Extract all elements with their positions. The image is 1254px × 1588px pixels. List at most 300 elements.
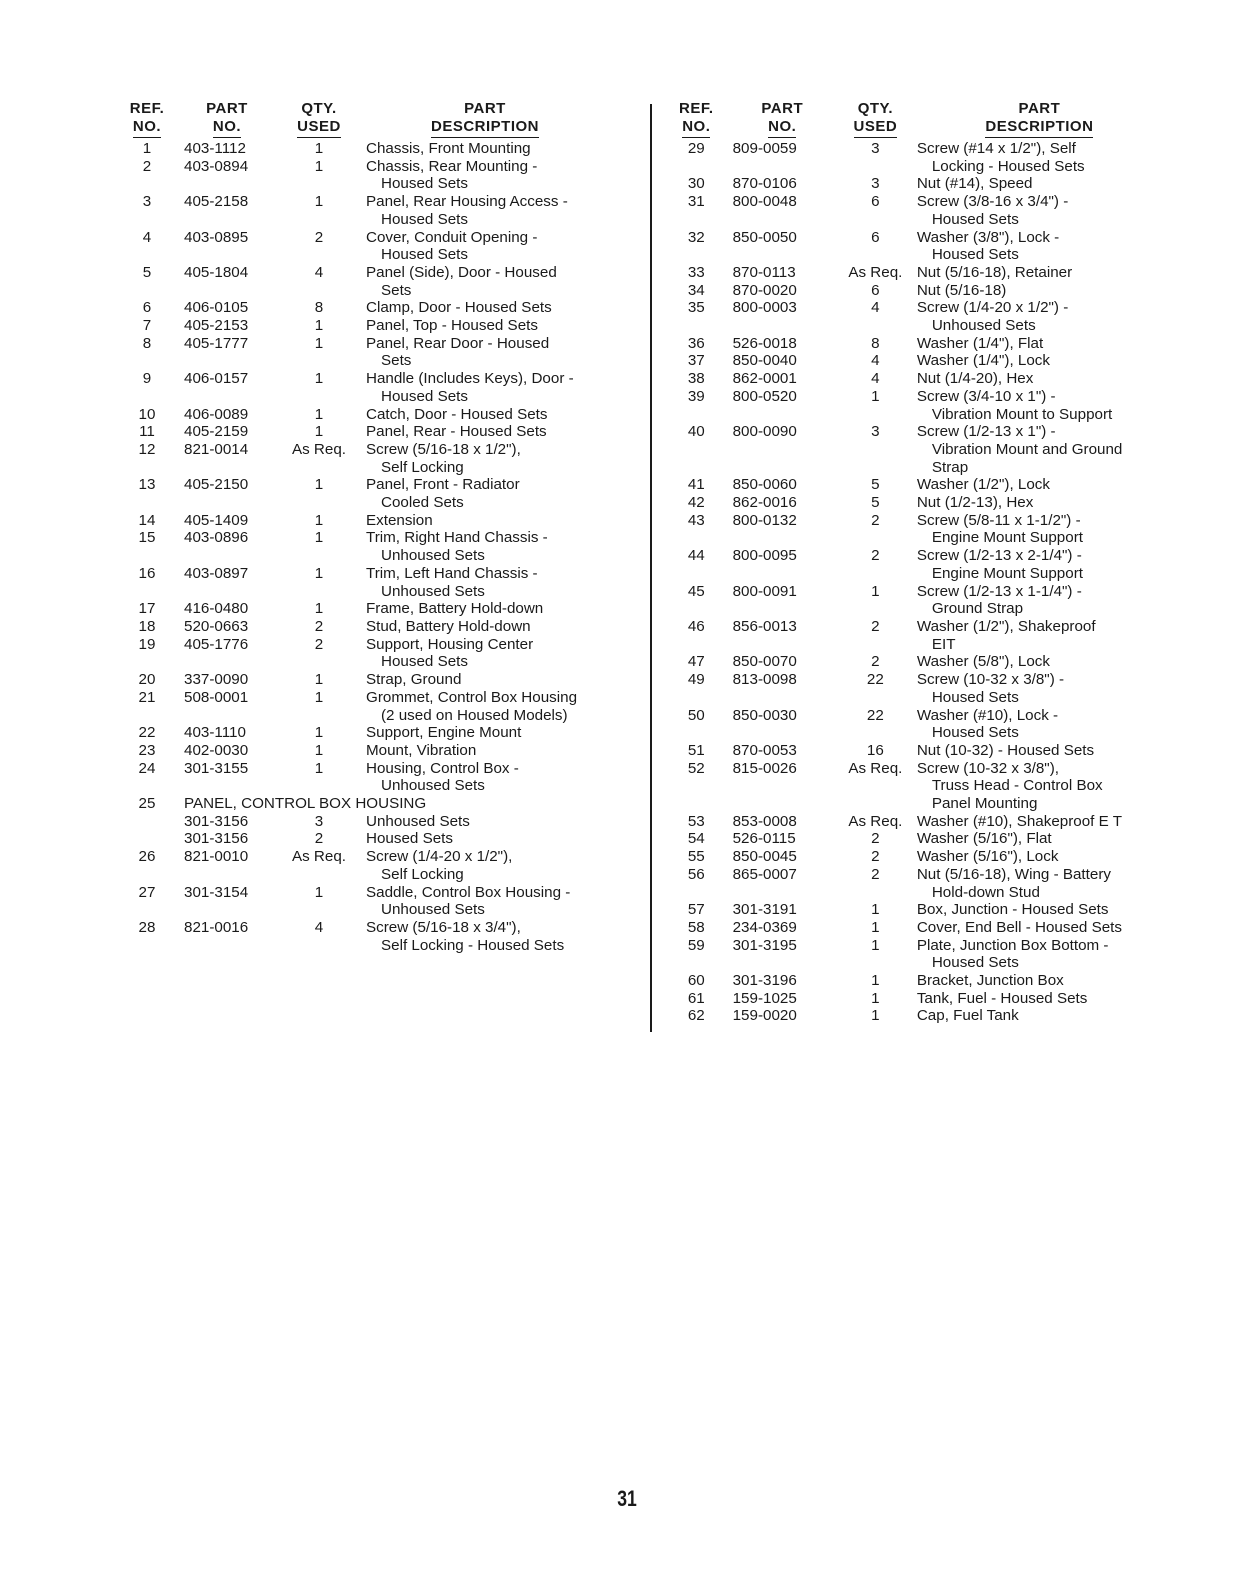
table-header	[668, 100, 1168, 140]
part-no: 405-1409	[184, 511, 249, 529]
part-no: 406-0089	[184, 405, 249, 423]
table-row	[118, 565, 610, 600]
ref-no: 15	[138, 529, 156, 547]
table-header	[118, 100, 610, 140]
part-description	[360, 636, 610, 671]
qty-used: 1	[871, 936, 880, 954]
description-line: Washer (#10), Lock -	[916, 706, 1059, 724]
part-no: 405-2158	[184, 193, 249, 211]
part-no: 821-0014	[184, 440, 249, 458]
ref-no: 52	[687, 759, 705, 777]
description-line: Saddle, Control Box Housing -	[366, 883, 571, 901]
description-line: Screw (5/8-11 x 1-1/2") -	[916, 511, 1081, 529]
description-line: Nut (#14), Speed	[916, 175, 1033, 193]
qty-used: 2	[871, 617, 880, 635]
table-row	[668, 299, 1168, 334]
ref-no: 33	[687, 263, 705, 281]
table-row	[118, 689, 610, 724]
description-line: Handle (Includes Keys), Door -	[366, 370, 574, 388]
description-line: Support, Housing Center	[366, 635, 534, 653]
part-description	[911, 813, 1168, 831]
parts-table-right	[668, 100, 1168, 1025]
part-description	[911, 282, 1168, 300]
part-no: 405-1804	[184, 263, 249, 281]
description-line: Screw (1/2-13 x 2-1/4") -	[916, 547, 1082, 565]
part-description	[911, 193, 1168, 228]
qty-used: As Req.	[848, 812, 903, 830]
description-line: Screw (3/4-10 x 1") -	[916, 387, 1056, 405]
qty-used: 1	[871, 918, 880, 936]
ref-no: 25	[138, 795, 156, 813]
description-line: Washer (1/4"), Flat	[916, 334, 1044, 352]
ref-no: 35	[687, 299, 705, 317]
qty-used: 2	[871, 547, 880, 565]
part-no: 800-0091	[732, 582, 797, 600]
parts-list-right	[668, 100, 1168, 1025]
ref-no: 18	[138, 617, 156, 635]
ref-no: 37	[687, 352, 705, 370]
description-continuation: Housed Sets	[381, 653, 468, 671]
description-continuation: EIT	[931, 635, 956, 653]
part-description	[360, 813, 610, 831]
table-row	[668, 335, 1168, 353]
ref-no: 20	[138, 671, 156, 689]
qty-used: 22	[866, 671, 884, 689]
ref-no: 40	[687, 423, 705, 441]
description-line: Nut (5/16-18), Wing - Battery	[916, 865, 1111, 883]
description-line: Washer (#10), Shakeproof E T	[916, 812, 1122, 830]
header-part-no: PART NO.	[176, 100, 278, 140]
description-line: Cover, End Bell - Housed Sets	[916, 918, 1122, 936]
part-description	[360, 742, 610, 760]
qty-used: 3	[314, 812, 324, 830]
part-no: 406-0105	[184, 299, 249, 317]
qty-used: 6	[871, 228, 880, 246]
table-row	[118, 813, 610, 831]
header-description: PART DESCRIPTION	[360, 100, 610, 140]
ref-no: 59	[687, 936, 705, 954]
part-description	[360, 724, 610, 742]
part-description	[360, 529, 610, 564]
ref-no: 39	[687, 387, 705, 405]
qty-used: 1	[314, 476, 324, 494]
part-description	[911, 229, 1168, 264]
part-description	[360, 476, 610, 511]
part-no: 856-0013	[732, 617, 797, 635]
table-row	[668, 760, 1168, 813]
description-line: Trim, Left Hand Chassis -	[366, 564, 538, 582]
part-description	[360, 919, 610, 954]
part-description	[911, 919, 1168, 937]
part-no: 301-3156	[184, 812, 249, 830]
parts-rows-left	[118, 140, 610, 954]
description-line: Washer (5/8"), Lock	[916, 653, 1050, 671]
description-line: Plate, Junction Box Bottom -	[916, 936, 1109, 954]
description-continuation: Housed Sets	[381, 246, 468, 264]
part-description	[360, 158, 610, 193]
header-description: PART DESCRIPTION	[911, 100, 1168, 140]
ref-no: 17	[138, 600, 156, 618]
description-continuation: Housed Sets	[931, 246, 1019, 264]
qty-used: 2	[314, 617, 324, 635]
part-no: 159-1025	[732, 989, 797, 1007]
qty-used: 2	[871, 653, 880, 671]
ref-no: 23	[138, 741, 156, 759]
qty-used: 2	[871, 511, 880, 529]
table-row	[118, 406, 610, 424]
part-description	[911, 742, 1168, 760]
part-description	[911, 512, 1168, 547]
part-description	[911, 476, 1168, 494]
ref-no: 53	[687, 812, 705, 830]
part-no: 850-0045	[732, 848, 797, 866]
table-row	[118, 760, 610, 795]
ref-no: 26	[138, 848, 156, 866]
part-no: 870-0020	[732, 281, 797, 299]
ref-no	[118, 813, 176, 831]
qty-used: 1	[314, 423, 324, 441]
part-description	[360, 884, 610, 919]
table-row	[118, 795, 610, 813]
description-line: Panel (Side), Door - Housed	[366, 263, 557, 281]
part-no: 800-0132	[732, 511, 797, 529]
qty-used: 2	[314, 635, 324, 653]
part-description	[360, 423, 610, 441]
description-line: Tank, Fuel - Housed Sets	[916, 989, 1088, 1007]
ref-no: 55	[687, 848, 705, 866]
qty-used: 1	[871, 582, 880, 600]
ref-no: 36	[687, 334, 705, 352]
part-no: 862-0016	[732, 494, 797, 512]
ref-no: 62	[687, 1007, 705, 1025]
table-row	[118, 423, 610, 441]
table-row	[668, 423, 1168, 476]
part-no: 870-0106	[732, 175, 797, 193]
part-no: 800-0003	[732, 299, 797, 317]
qty-used: 22	[866, 706, 884, 724]
part-no: 520-0663	[184, 617, 249, 635]
qty-used: 1	[314, 317, 324, 335]
ref-no: 5	[142, 263, 152, 281]
table-row	[118, 512, 610, 530]
description-line: Nut (10-32) - Housed Sets	[916, 741, 1095, 759]
ref-no: 61	[687, 989, 705, 1007]
qty-used: 1	[871, 989, 880, 1007]
part-description	[911, 990, 1168, 1008]
part-no: 815-0026	[732, 759, 797, 777]
description-continuation: Vibration Mount to Support	[931, 405, 1113, 423]
table-row	[668, 547, 1168, 582]
table-row	[118, 724, 610, 742]
description-continuation: Housed Sets	[931, 954, 1019, 972]
part-description	[360, 512, 610, 530]
description-line: Screw (1/2-13 x 1") -	[916, 423, 1056, 441]
part-description	[911, 901, 1168, 919]
table-row	[118, 264, 610, 299]
ref-no: 60	[687, 972, 705, 990]
page-number: 31	[617, 1486, 637, 1511]
description-continuation: Housed Sets	[931, 210, 1019, 228]
part-description	[360, 760, 610, 795]
table-row	[668, 140, 1168, 175]
ref-no: 57	[687, 901, 705, 919]
description-continuation: Vibration Mount and Ground	[931, 440, 1123, 458]
part-description	[360, 229, 610, 264]
part-description	[911, 423, 1168, 476]
part-no: 526-0115	[732, 830, 796, 848]
description-line: Stud, Battery Hold-down	[366, 617, 531, 635]
qty-used: 4	[871, 352, 880, 370]
part-description	[911, 1007, 1168, 1025]
header-qty: QTY. USED	[278, 100, 360, 140]
table-row	[118, 158, 610, 193]
description-line: Washer (3/8"), Lock -	[916, 228, 1060, 246]
qty-used: As Req.	[848, 759, 903, 777]
part-description	[360, 848, 610, 883]
qty-used: 3	[871, 175, 880, 193]
part-no: 809-0059	[732, 140, 797, 157]
part-no: 403-1112	[184, 140, 246, 157]
ref-no: 27	[138, 883, 156, 901]
table-row	[668, 193, 1168, 228]
description-line: Nut (5/16-18), Retainer	[916, 263, 1073, 281]
part-description	[911, 140, 1168, 175]
table-row	[118, 229, 610, 264]
part-no: 850-0060	[732, 476, 797, 494]
header-ref: REF. NO.	[118, 100, 176, 140]
ref-no: 2	[142, 157, 152, 175]
description-line: Panel, Rear Door - Housed	[366, 334, 550, 352]
description-line: Screw (10-32 x 3/8"),	[916, 759, 1059, 777]
qty-used: 2	[871, 830, 880, 848]
part-no: 402-0030	[184, 741, 249, 759]
ref-no: 58	[687, 918, 705, 936]
part-no: 821-0016	[184, 918, 249, 936]
ref-no: 21	[138, 688, 156, 706]
part-no: 862-0001	[732, 370, 797, 388]
part-description	[911, 352, 1168, 370]
table-row	[668, 972, 1168, 990]
qty-used: 1	[314, 529, 324, 547]
qty-used: 1	[871, 972, 880, 990]
description-continuation: Engine Mount Support	[931, 529, 1083, 547]
description-line: Cap, Fuel Tank	[916, 1007, 1019, 1025]
table-row	[668, 282, 1168, 300]
parts-list-left	[118, 100, 618, 954]
part-description	[911, 618, 1168, 653]
description-continuation: Unhoused Sets	[931, 317, 1036, 335]
description-line: Box, Junction - Housed Sets	[916, 901, 1109, 919]
description-continuation: Unhoused Sets	[381, 777, 485, 795]
description-line: Washer (1/4"), Lock	[916, 352, 1050, 370]
description-continuation: Housed Sets	[381, 175, 468, 193]
part-no: 800-0090	[732, 423, 797, 441]
part-no: 850-0070	[732, 653, 797, 671]
part-no: 865-0007	[732, 865, 797, 883]
description-line: Screw (5/16-18 x 1/2"),	[366, 440, 521, 458]
qty-used: 16	[866, 741, 884, 759]
table-row	[118, 441, 610, 476]
ref-no: 11	[139, 423, 155, 441]
qty-used: 1	[314, 511, 324, 529]
part-description	[911, 707, 1168, 742]
qty-used: 5	[871, 494, 880, 512]
table-row	[668, 813, 1168, 831]
qty-used: 3	[871, 140, 880, 157]
table-row	[118, 600, 610, 618]
table-row	[118, 299, 610, 317]
part-no: 159-0020	[732, 1007, 797, 1025]
description-continuation: Housed Sets	[931, 724, 1019, 742]
table-row	[668, 866, 1168, 901]
part-description	[360, 370, 610, 405]
description-line: Catch, Door - Housed Sets	[366, 405, 548, 423]
part-no: 870-0113	[732, 263, 796, 281]
description-line: Bracket, Junction Box	[916, 972, 1064, 990]
group-heading: PANEL, CONTROL BOX HOUSING	[184, 795, 427, 813]
description-line: Panel, Top - Housed Sets	[366, 317, 538, 335]
qty-used: 1	[314, 334, 324, 352]
part-description	[911, 671, 1168, 706]
part-description	[360, 140, 610, 158]
part-no: 301-3154	[184, 883, 249, 901]
description-line: Panel, Rear - Housed Sets	[366, 423, 547, 441]
description-line: Washer (1/2"), Shakeproof	[916, 617, 1096, 635]
description-continuation: (2 used on Housed Models)	[381, 706, 568, 724]
description-continuation: Housed Sets	[381, 210, 468, 228]
description-continuation: Unhoused Sets	[381, 582, 485, 600]
table-row	[668, 671, 1168, 706]
ref-no: 47	[687, 653, 705, 671]
ref-no: 30	[687, 175, 705, 193]
ref-no: 44	[687, 547, 705, 565]
description-continuation: Self Locking	[381, 865, 464, 883]
description-line: Screw (1/4-20 x 1/2"),	[366, 848, 513, 866]
ref-no: 19	[138, 635, 156, 653]
description-line: Unhoused Sets	[366, 812, 470, 830]
part-description	[360, 830, 610, 848]
part-no: 234-0369	[732, 918, 797, 936]
header-ref: REF. NO.	[668, 100, 725, 140]
part-no: 301-3155	[184, 759, 249, 777]
part-description	[911, 972, 1168, 990]
part-no: 301-3195	[732, 936, 797, 954]
table-row	[668, 1007, 1168, 1025]
description-line: Frame, Battery Hold-down	[366, 600, 544, 618]
table-row	[118, 335, 610, 370]
ref-no: 41	[687, 476, 705, 494]
qty-used: 6	[871, 193, 880, 211]
qty-used: 1	[871, 901, 880, 919]
table-row	[668, 583, 1168, 618]
description-continuation: Housed Sets	[381, 387, 468, 405]
parts-rows-right	[668, 140, 1168, 1025]
part-no: 403-1110	[184, 724, 246, 742]
description-continuation: Panel Mounting	[931, 795, 1038, 813]
description-line: Extension	[366, 511, 433, 529]
ref-no: 51	[687, 741, 705, 759]
description-continuation: Self Locking - Housed Sets	[381, 936, 565, 954]
parts-table-left	[118, 100, 610, 954]
part-no: 403-0894	[184, 157, 249, 175]
ref-no: 8	[142, 334, 152, 352]
ref-no: 49	[687, 671, 705, 689]
table-row	[118, 140, 610, 158]
part-description	[911, 866, 1168, 901]
part-description	[360, 441, 610, 476]
qty-used: 1	[314, 759, 324, 777]
ref-no: 50	[687, 706, 705, 724]
qty-used: 1	[314, 405, 324, 423]
ref-no: 14	[138, 511, 156, 529]
description-continuation: Strap	[931, 458, 969, 476]
ref-no: 9	[142, 370, 152, 388]
qty-used: 2	[314, 228, 324, 246]
description-line: Nut (1/4-20), Hex	[916, 370, 1034, 388]
ref-no: 7	[142, 317, 152, 335]
part-no: 800-0095	[732, 547, 797, 565]
ref-no: 46	[687, 617, 705, 635]
description-line: Chassis, Rear Mounting -	[366, 157, 538, 175]
part-description	[911, 653, 1168, 671]
ref-no: 34	[687, 281, 705, 299]
description-line: Screw (5/16-18 x 3/4"),	[366, 918, 521, 936]
part-no: 821-0010	[184, 848, 249, 866]
part-no: 405-1777	[184, 334, 249, 352]
qty-used: 4	[314, 263, 324, 281]
part-no: 403-0897	[184, 564, 249, 582]
ref-no: 31	[687, 193, 705, 211]
qty-used: 4	[871, 299, 880, 317]
part-no: 526-0018	[732, 334, 797, 352]
part-description	[360, 317, 610, 335]
qty-used: 1	[314, 157, 324, 175]
description-continuation: Sets	[381, 352, 412, 370]
description-line: Screw (3/8-16 x 3/4") -	[916, 193, 1069, 211]
description-line: Washer (5/16"), Flat	[916, 830, 1052, 848]
qty-used: 1	[314, 600, 324, 618]
part-description	[360, 299, 610, 317]
table-row	[118, 529, 610, 564]
table-row	[118, 919, 610, 954]
part-no: 850-0050	[732, 228, 797, 246]
qty-used: 1	[314, 741, 324, 759]
ref-no: 4	[142, 228, 152, 246]
part-description	[911, 264, 1168, 282]
part-description	[360, 264, 610, 299]
description-line: Washer (5/16"), Lock	[916, 848, 1059, 866]
ref-no: 32	[687, 228, 705, 246]
ref-no: 1	[142, 140, 152, 157]
qty-used: As Req.	[291, 440, 347, 458]
part-description	[911, 299, 1168, 334]
part-no: 850-0040	[732, 352, 797, 370]
qty-used: 4	[314, 918, 324, 936]
table-row	[668, 388, 1168, 423]
part-no: 850-0030	[732, 706, 797, 724]
part-no: 813-0098	[732, 671, 797, 689]
qty-used: 8	[314, 299, 324, 317]
description-continuation: Unhoused Sets	[381, 547, 485, 565]
header-part-no: PART NO.	[725, 100, 840, 140]
qty-used: 1	[314, 193, 324, 211]
table-row	[118, 618, 610, 636]
part-no: 301-3191	[732, 901, 797, 919]
table-row	[118, 636, 610, 671]
description-line: Nut (5/16-18)	[916, 281, 1007, 299]
description-continuation: Engine Mount Support	[931, 564, 1083, 582]
ref-no: 13	[138, 476, 156, 494]
